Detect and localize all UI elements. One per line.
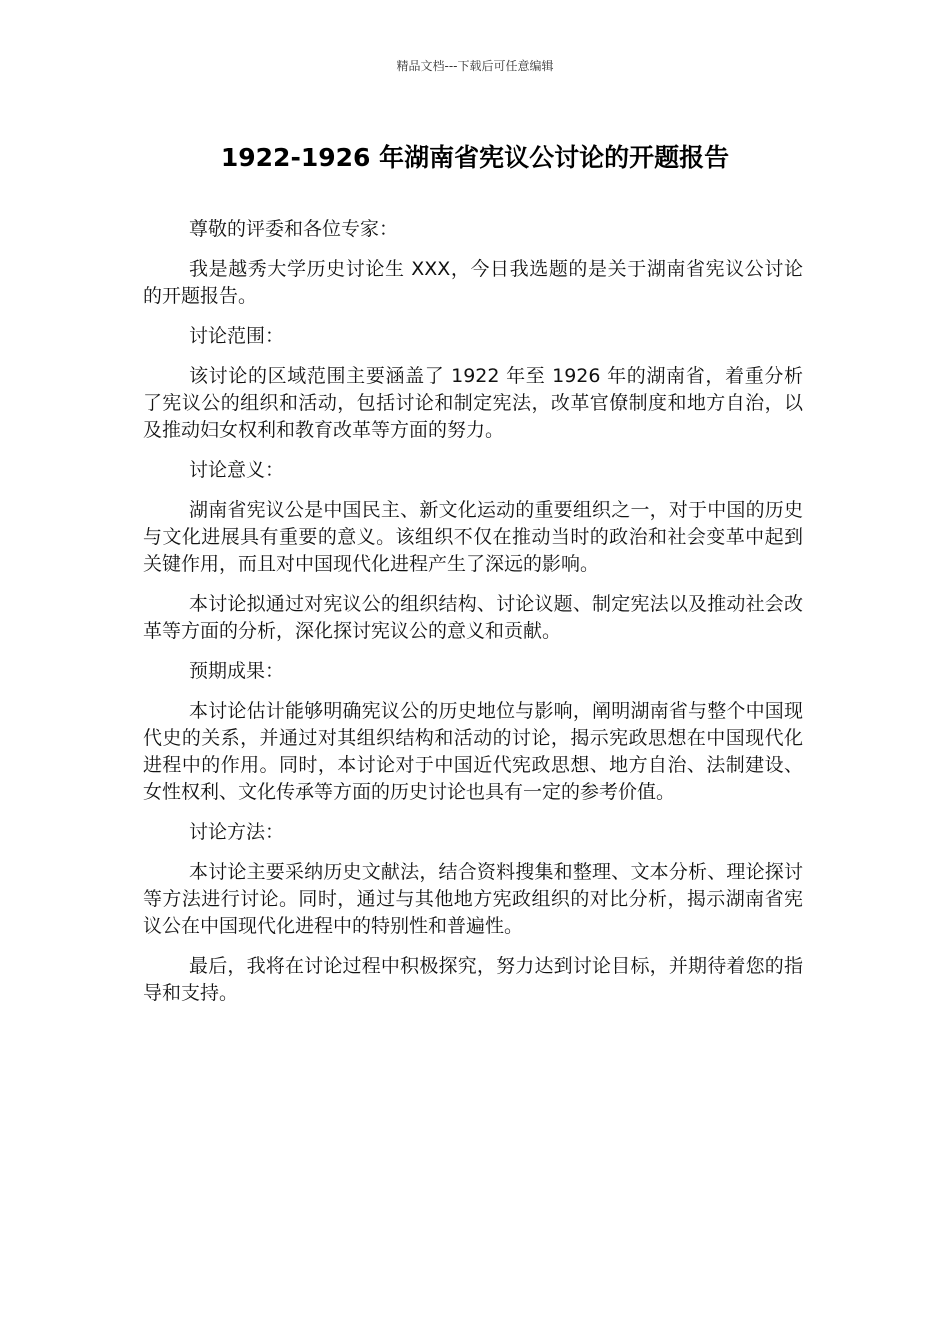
closing-paragraph: 最后，我将在讨论过程中积极探究，努力达到讨论目标，并期待着您的指导和支持。 (143, 955, 803, 1004)
significance-paragraph: 湖南省宪议公是中国民主、新文化运动的重要组织之一，对于中国的历史与文化进展具有重要的意义。该组织不仅在推动当时的政治和社会变革中起到关键作用，而且对中国现代化进程产生了深远的影响。 (143, 499, 803, 575)
scope-paragraph: 该讨论的区域范围主要涵盖了 1922 年至 1926 年的湖南省，着重分析了宪议公的组织和活动，包括讨论和制定宪法，改革官僚制度和地方自治，以及推动妇女权利和教育改革等方面的努力。 (143, 365, 803, 441)
intro-paragraph: 我是越秀大学历史讨论生 XXX，今日我选题的是关于湖南省宪议公讨论的开题报告。 (143, 258, 803, 307)
document-title: 1922-1926 年湖南省宪议公讨论的开题报告 (220, 143, 730, 172)
page-header-note: 精品文档---下载后可任意编辑 (396, 59, 554, 73)
salutation: 尊敬的评委和各位专家： (189, 218, 399, 240)
section-heading-methods: 讨论方法： (189, 821, 285, 843)
outcomes-paragraph: 本讨论估计能够明确宪议公的历史地位与影响，阐明湖南省与整个中国现代史的关系，并通过对其组织结构和活动的讨论，揭示宪政思想在中国现代化进程中的作用。同时，本讨论对于中国近代宪政思想、地方自治、法制建设、女性权利、文化传承等方面的历史讨论也具有一定的参考价值。 (143, 700, 803, 803)
significance-paragraph-2: 本讨论拟通过对宪议公的组织结构、讨论议题、制定宪法以及推动社会改革等方面的分析，深化探讨宪议公的意义和贡献。 (143, 593, 803, 642)
section-heading-significance: 讨论意义： (189, 459, 285, 481)
section-heading-scope: 讨论范围： (189, 325, 285, 347)
section-heading-outcomes: 预期成果： (189, 660, 285, 682)
document-body (143, 216, 803, 1020)
methods-paragraph: 本讨论主要采纳历史文献法，结合资料搜集和整理、文本分析、理论探讨等方法进行讨论。同时，通过与其他地方宪政组织的对比分析，揭示湖南省宪议公在中国现代化进程中的特别性和普遍性。 (143, 861, 803, 937)
